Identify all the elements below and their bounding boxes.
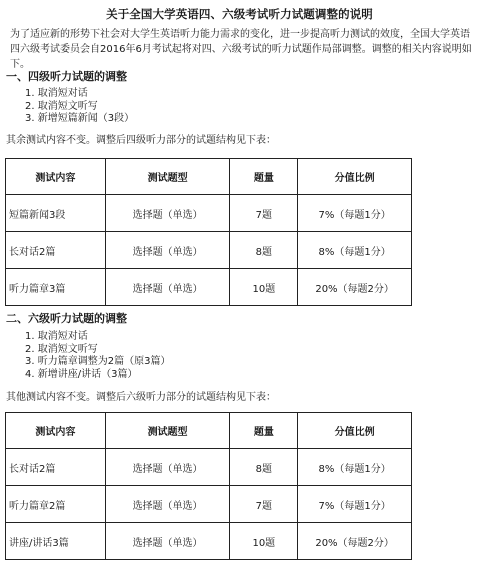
list-item: 4. 新增讲座/讲话（3篇） (25, 368, 138, 380)
document-title: 关于全国大学英语四、六级考试听力试题调整的说明 (106, 7, 373, 21)
table-cell: 7%（每题1分） (298, 486, 412, 523)
table-cell: 选择题（单选） (105, 486, 230, 523)
table-cell: 选择题（单选） (105, 269, 230, 306)
header-cell: 题量 (230, 159, 298, 195)
table-cell: 长对话2篇 (6, 232, 106, 269)
table-cell: 听力篇章2篇 (6, 486, 106, 523)
table-cell: 选择题（单选） (105, 523, 230, 560)
table-header-row (6, 159, 412, 195)
table-cell: 8题 (230, 449, 298, 486)
header-cell: 测试题型 (105, 413, 230, 449)
list-item: 3. 听力篇章调整为2篇（原3篇） (25, 356, 171, 367)
table-row (6, 232, 412, 269)
header-cell: 分值比例 (298, 159, 412, 195)
table-cell: 20%（每题2分） (298, 523, 412, 560)
table-cell: 选择题（单选） (105, 449, 230, 486)
table-cell: 10题 (230, 523, 298, 560)
table-header-row (6, 413, 412, 449)
cet6-heading: 二、六级听力试题的调整 (6, 312, 127, 325)
table-cell: 7题 (230, 486, 298, 523)
header-cell: 测试内容 (6, 159, 106, 195)
intro-paragraph: 为了适应新的形势下社会对大学生英语听力能力需求的变化，进一步提高听力测试的效度，全国大学英语四六级考试委员会自2016年6月考试起将对四、六级考试的听力试题作局部调整。调整的相关内容说明如下。 (10, 29, 472, 70)
header-cell: 分值比例 (298, 413, 412, 449)
table-cell: 10题 (230, 269, 298, 306)
table-cell: 选择题（单选） (105, 232, 230, 269)
table-row (6, 449, 412, 486)
cet6-structure-table (5, 412, 412, 560)
cet4-change-list (25, 88, 134, 126)
cet4-note: 其余测试内容不变。调整后四级听力部分的试题结构见下表： (6, 135, 276, 146)
table-cell: 7题 (230, 195, 298, 232)
list-item: 1. 取消短对话 (25, 331, 88, 342)
header-cell: 题量 (230, 413, 298, 449)
cet4-structure-table (5, 158, 412, 306)
table-cell: 长对话2篇 (6, 449, 106, 486)
header-cell: 测试内容 (6, 413, 106, 449)
table-cell: 听力篇章3篇 (6, 269, 106, 306)
table-row (6, 523, 412, 560)
list-item: 2. 取消短文听写 (25, 343, 98, 355)
table-cell: 20%（每题2分） (298, 269, 412, 306)
table-cell: 8%（每题1分） (298, 232, 412, 269)
cet6-change-list (25, 331, 170, 381)
table-cell: 讲座/讲话3篇 (6, 523, 106, 560)
cet4-heading: 一、四级听力试题的调整 (6, 70, 127, 83)
table-row (6, 486, 412, 523)
list-item: 1. 取消短对话 (25, 88, 88, 99)
header-cell: 测试题型 (105, 159, 230, 195)
table-cell: 7%（每题1分） (298, 195, 412, 232)
list-item: 2. 取消短文听写 (25, 100, 98, 112)
cet6-note: 其他测试内容不变。调整后六级听力部分的试题结构见下表： (6, 392, 276, 403)
table-cell: 8题 (230, 232, 298, 269)
table-row (6, 269, 412, 306)
table-cell: 选择题（单选） (105, 195, 230, 232)
table-cell: 8%（每题1分） (298, 449, 412, 486)
table-cell: 短篇新闻3段 (6, 195, 106, 232)
list-item: 3. 新增短篇新闻（3段） (25, 113, 135, 124)
table-row (6, 195, 412, 232)
